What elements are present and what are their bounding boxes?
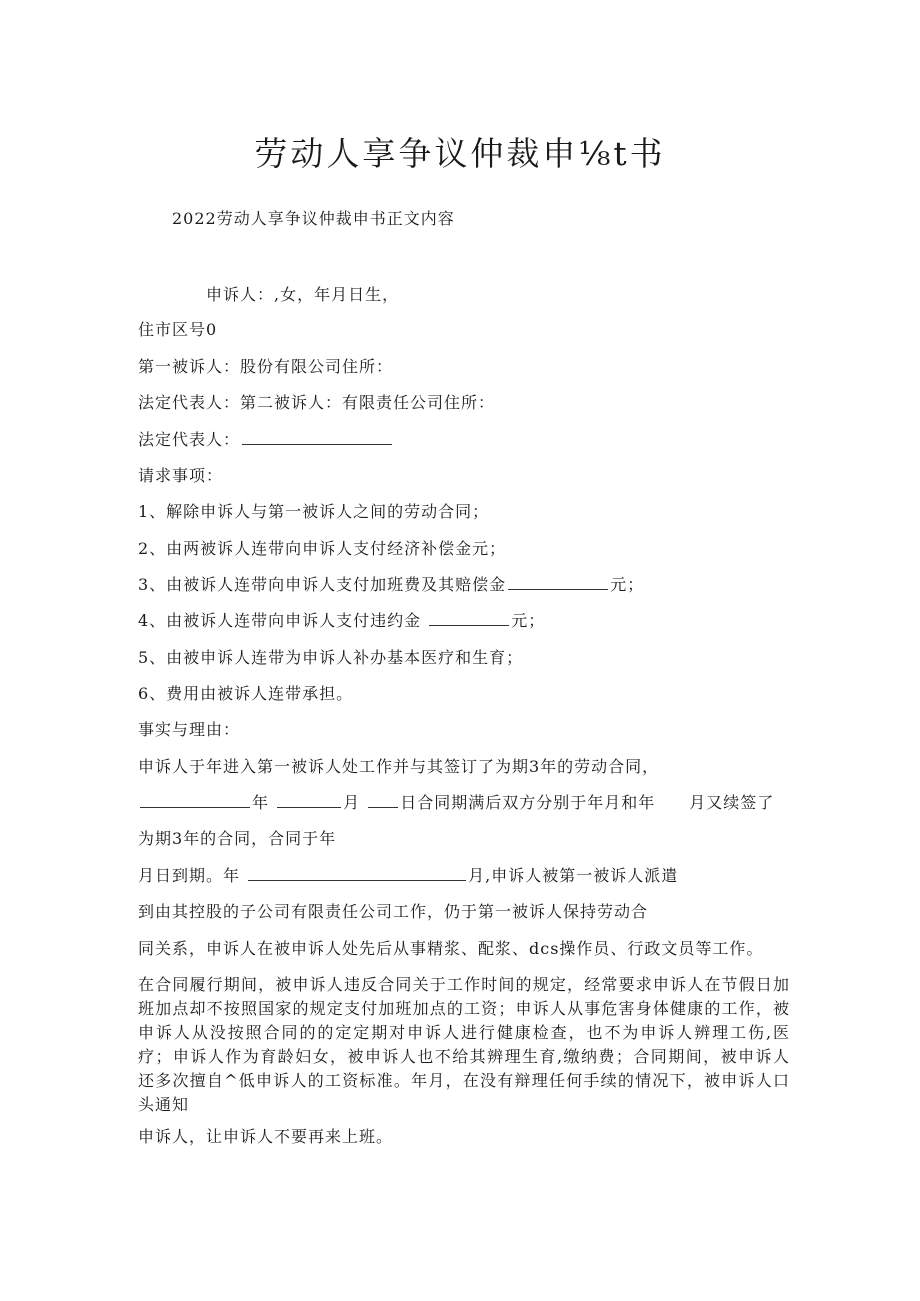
request-item-4-unit: 元； bbox=[511, 611, 546, 630]
request-item-6: 6、费用由被诉人连带承担。 bbox=[138, 684, 354, 703]
month-label: 月 bbox=[343, 793, 361, 812]
request-item-3-text: 3、由被诉人连带向申诉人支付加班费及其赔偿金 bbox=[138, 575, 507, 594]
facts-line-4-text: 月日到期。年 bbox=[138, 866, 241, 885]
facts-line-4-end: 月,申诉人被第一被诉人派遣 bbox=[468, 866, 679, 885]
facts-line-3: 为期3年的合同，合同于年 bbox=[138, 829, 337, 848]
fill-blank bbox=[429, 624, 509, 626]
facts-line-6: 同关系，申诉人在被申诉人处先后从事精浆、配浆、dcs操作员、行政文员等工作。 bbox=[138, 939, 764, 958]
year-label: 年 bbox=[252, 793, 270, 812]
fill-blank bbox=[140, 806, 250, 808]
document-title: 劳动人享争议仲裁申⅛t书 bbox=[254, 134, 666, 173]
fill-blank bbox=[368, 806, 398, 808]
fill-blank bbox=[248, 879, 466, 881]
facts-line-2-end: 月又续签了 bbox=[689, 793, 775, 812]
request-item-5: 5、由被申诉人连带为申诉人补办基本医疗和生育； bbox=[138, 648, 524, 667]
request-item-3 bbox=[138, 572, 644, 595]
facts-line-5: 到由其控股的子公司有限责任公司工作，仍于第一被诉人保持劳动合 bbox=[138, 902, 649, 921]
facts-last-line: 申诉人，让申诉人不要再来上班。 bbox=[138, 1127, 394, 1146]
fill-blank bbox=[277, 806, 341, 808]
representative2-label: 法定代表人： bbox=[138, 430, 241, 449]
document-subtitle: 2022劳动人享争议仲裁申书正文内容 bbox=[172, 209, 455, 228]
facts-line-1: 申诉人于年进入第一被诉人处工作并与其签订了为期3年的劳动合同， bbox=[138, 757, 660, 776]
applicant-line: 申诉人：,女，年月日生， bbox=[206, 285, 400, 304]
request-item-4 bbox=[138, 608, 545, 631]
facts-line-2 bbox=[138, 790, 774, 813]
respondent1-line: 第一被诉人：股份有限公司住所： bbox=[138, 357, 394, 376]
facts-line-2-text: 日合同期满后双方分别于年月和年 bbox=[400, 793, 656, 812]
representative-respondent2-line: 法定代表人：第二被诉人：有限责任公司住所： bbox=[138, 393, 496, 412]
request-item-4-text: 4、由被诉人连带向申诉人支付违约金 bbox=[138, 611, 422, 630]
fill-blank bbox=[508, 588, 608, 590]
facts-heading: 事实与理由： bbox=[138, 720, 241, 739]
address-line: 住市区号0 bbox=[138, 320, 218, 339]
fill-blank bbox=[242, 443, 392, 445]
request-item-2: 2、由两被诉人连带向申诉人支付经济补偿金元； bbox=[138, 539, 507, 558]
facts-paragraph: 在合同履行期间，被申诉人违反合同关于工作时间的规定，经常要求申诉人在节假日加班加点却不按照国家的规定支付加班加点的工资；申诉人从事危害身体健康的工作，被申诉人从没按照合同的的定定期对申诉人进行健康检查，也不为申诉人辨理工伤,医疗；申诉人作为育龄妇女，被申诉人也不给其辨理生育,缴纳费；合同期间，被申诉人还多次擅自^低申诉人的工资标准。年月，在没有辩理任何手续的情况下，被申诉人口头通知 bbox=[138, 975, 790, 1114]
representative2-line bbox=[138, 427, 394, 450]
request-item-3-unit: 元； bbox=[610, 575, 645, 594]
facts-line-4 bbox=[138, 863, 678, 886]
request-item-1: 1、解除申诉人与第一被诉人之间的劳动合同； bbox=[138, 502, 490, 521]
requests-heading: 请求事项： bbox=[138, 466, 224, 485]
